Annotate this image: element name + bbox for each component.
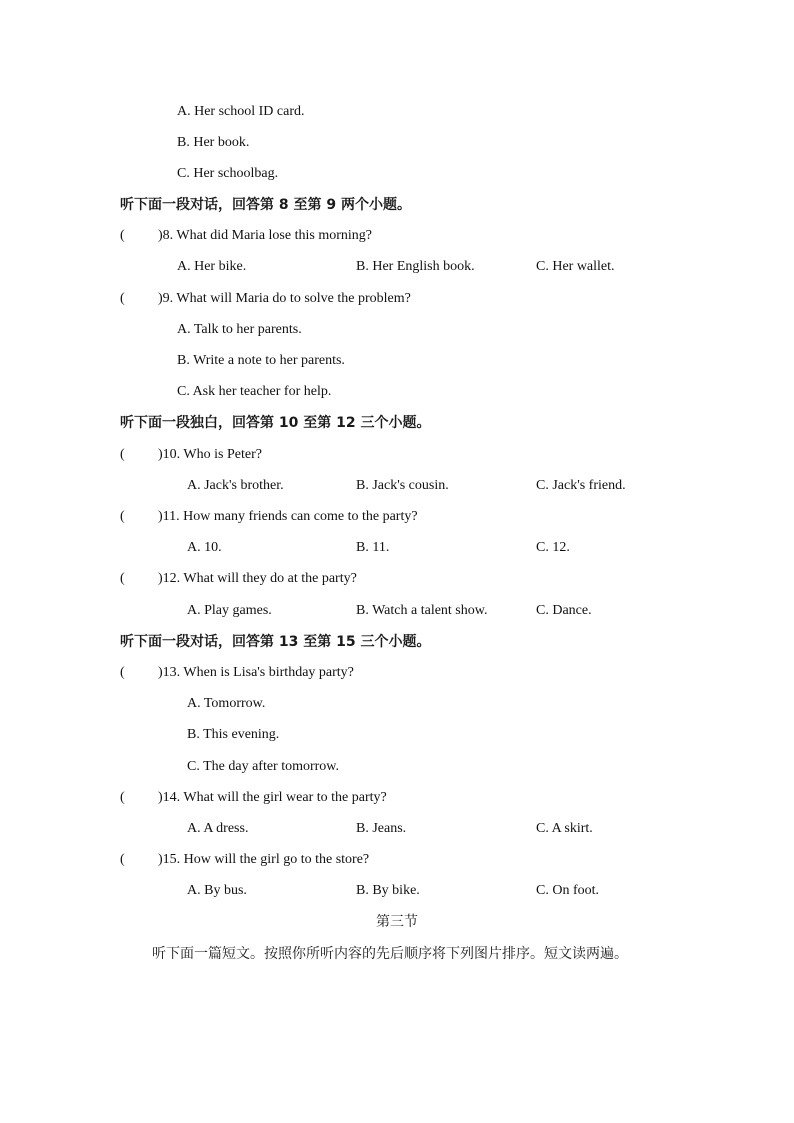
- question-9: [120, 290, 411, 308]
- q14-option-c: C. A skirt.: [536, 821, 593, 836]
- question-15-text: )15. How will the girl go to the store?: [158, 852, 370, 867]
- answer-blank: (: [120, 291, 125, 306]
- question-14-text: )14. What will the girl wear to the party?: [158, 790, 387, 805]
- question-15: [120, 851, 369, 869]
- q7-option-a: A. Her school ID card.: [177, 104, 305, 119]
- answer-blank: (: [120, 790, 125, 805]
- q13-option-b: B. This evening.: [187, 727, 280, 742]
- section-header-13-15: 听下面一段对话，回答第 13 至第 15 三个小题。: [120, 634, 431, 650]
- question-8-text: )8. What did Maria lose this morning?: [158, 228, 372, 243]
- q15-option-a: A. By bus.: [187, 883, 247, 898]
- q12-option-c: C. Dance.: [536, 603, 592, 618]
- q14-option-a: A. A dress.: [187, 821, 249, 836]
- section-header-10-12: 听下面一段独白，回答第 10 至第 12 三个小题。: [120, 415, 431, 431]
- question-10: [120, 446, 262, 464]
- question-10-text: )10. Who is Peter?: [158, 447, 262, 462]
- q13-option-c: C. The day after tomorrow.: [187, 759, 340, 774]
- question-11: [120, 508, 418, 526]
- q9-option-c: C. Ask her teacher for help.: [177, 384, 332, 399]
- q8-option-c: C. Her wallet.: [536, 259, 615, 274]
- q11-option-c: C. 12.: [536, 540, 570, 555]
- answer-blank: (: [120, 571, 125, 586]
- q10-option-a: A. Jack's brother.: [187, 478, 284, 493]
- q10-option-c: C. Jack's friend.: [536, 478, 626, 493]
- q11-option-a: A. 10.: [187, 540, 222, 555]
- question-9-text: )9. What will Maria do to solve the problem?: [158, 291, 411, 306]
- question-8: [120, 227, 372, 245]
- section-header-8-9: 听下面一段对话，回答第 8 至第 9 两个小题。: [120, 197, 411, 213]
- q15-option-c: C. On foot.: [536, 883, 599, 898]
- q9-option-b: B. Write a note to her parents.: [177, 353, 345, 368]
- q12-option-b: B. Watch a talent show.: [356, 603, 488, 618]
- q7-option-c: C. Her schoolbag.: [177, 166, 279, 181]
- answer-blank: (: [120, 447, 125, 462]
- part-3-instruction: 听下面一篇短文。按照你所听内容的先后顺序将下列图片排序。短文读两遍。: [152, 946, 628, 962]
- answer-blank: (: [120, 509, 125, 524]
- question-14: [120, 789, 387, 807]
- q15-option-b: B. By bike.: [356, 883, 420, 898]
- q8-option-a: A. Her bike.: [177, 259, 247, 274]
- question-12: [120, 570, 357, 588]
- question-13-text: )13. When is Lisa's birthday party?: [158, 665, 354, 680]
- q14-option-b: B. Jeans.: [356, 821, 407, 836]
- question-12-text: )12. What will they do at the party?: [158, 571, 357, 586]
- answer-blank: (: [120, 228, 125, 243]
- q8-option-b: B. Her English book.: [356, 259, 475, 274]
- q7-option-b: B. Her book.: [177, 135, 250, 150]
- part-3-title: 第三节: [376, 914, 418, 930]
- q10-option-b: B. Jack's cousin.: [356, 478, 449, 493]
- q11-option-b: B. 11.: [356, 540, 390, 555]
- question-13: [120, 664, 354, 682]
- question-11-text: )11. How many friends can come to the party?: [158, 509, 418, 524]
- q12-option-a: A. Play games.: [187, 603, 272, 618]
- answer-blank: (: [120, 852, 125, 867]
- q9-option-a: A. Talk to her parents.: [177, 322, 302, 337]
- answer-blank: (: [120, 665, 125, 680]
- q13-option-a: A. Tomorrow.: [187, 696, 266, 711]
